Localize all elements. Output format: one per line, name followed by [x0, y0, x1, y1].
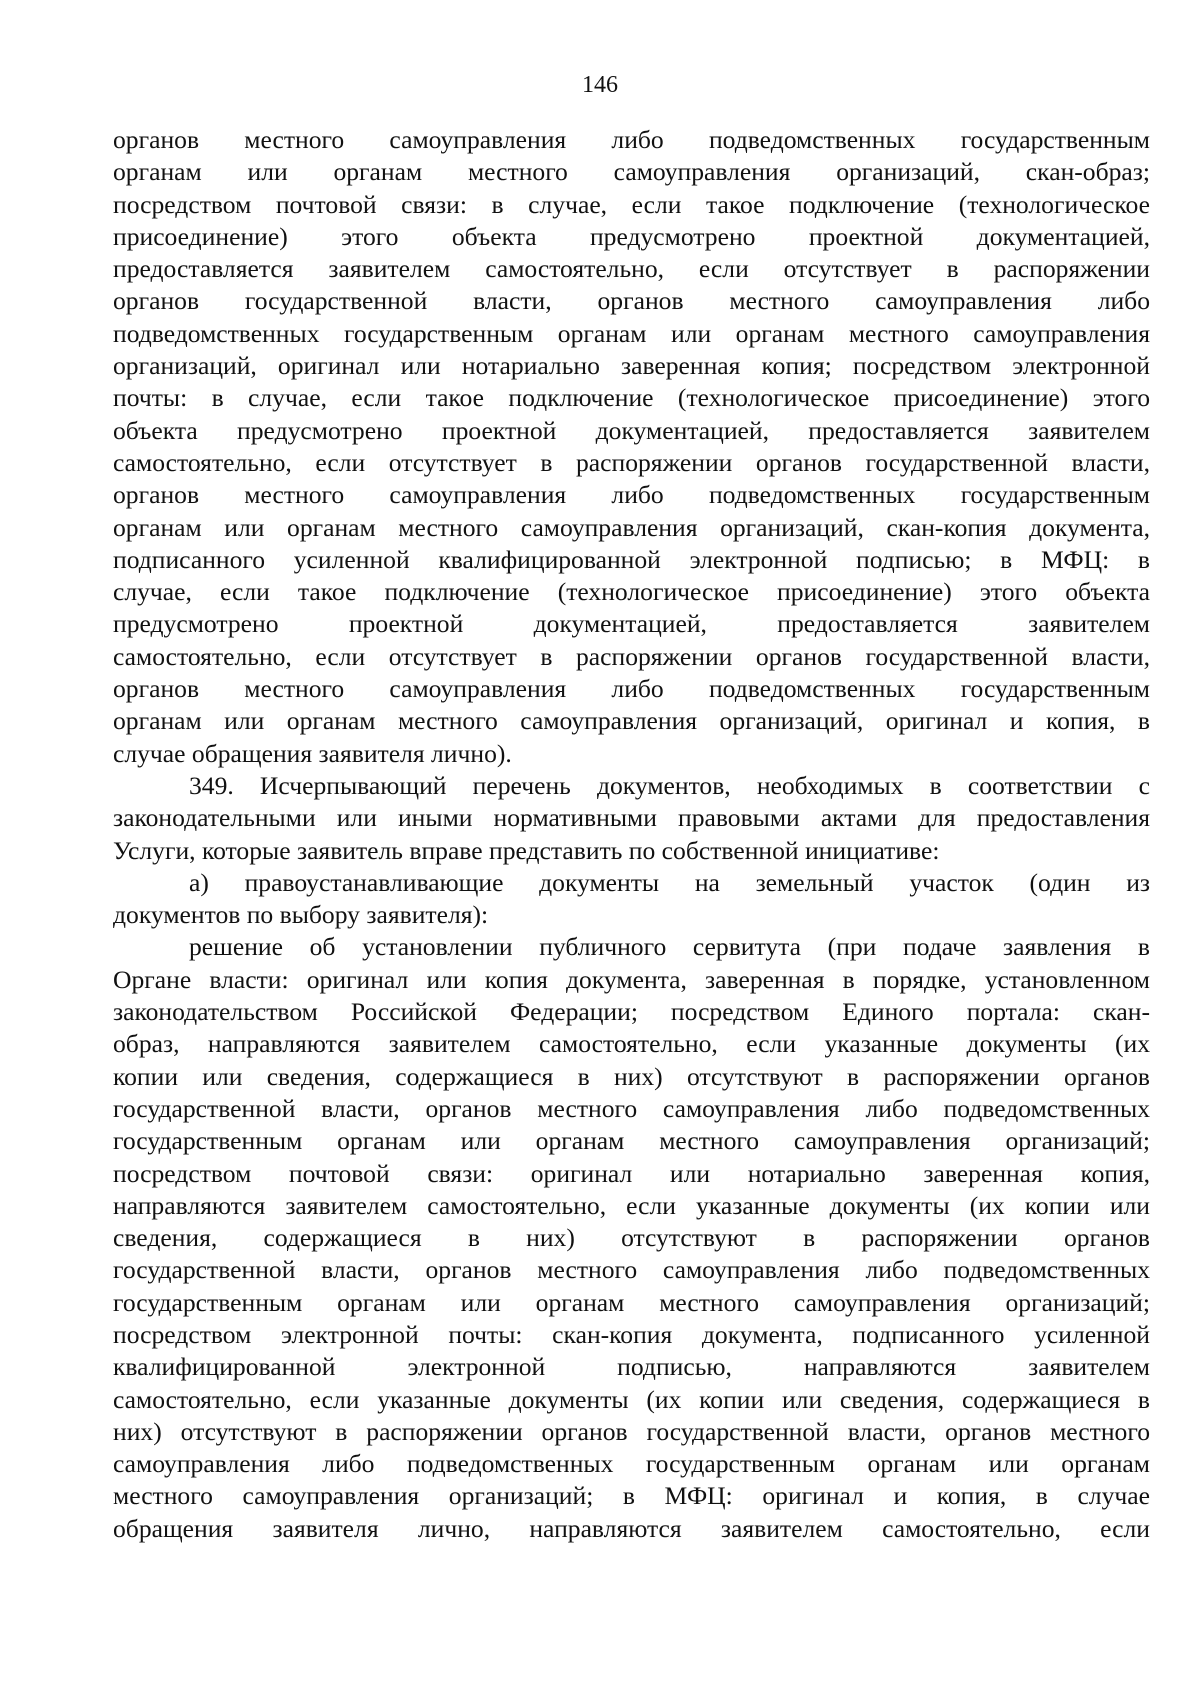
text-line: случае, если такое подключение (технологическое присоединение) этого объекта	[113, 577, 1150, 607]
text-line: органов местного самоуправления либо подведомственных государственным	[113, 125, 1150, 154]
text-line: документов по выбору заявителя):	[113, 900, 489, 930]
page-number: 146	[582, 72, 618, 98]
text-line: организаций, оригинал или нотариально заверенная копия; посредством электронной	[113, 351, 1150, 381]
text-line: квалифицированной электронной подписью, направляются заявителем	[113, 1352, 1150, 1382]
text-line: подведомственных государственным органам или органам местного самоуправления	[113, 318, 1150, 348]
text-line: Органе власти: оригинал или копия документа, заверенная в порядке, установленном	[113, 964, 1150, 994]
text-line: случае обращения заявителя лично).	[113, 738, 512, 768]
text-line: посредством почтовой связи: оригинал или нотариально заверенная копия,	[113, 1158, 1150, 1188]
text-line: самостоятельно, если указанные документы (их копии или сведения, содержащиеся в	[113, 1384, 1150, 1414]
text-line: предоставляется заявителем самостоятельно, если отсутствует в распоряжении	[113, 254, 1150, 284]
text-line: образ, направляются заявителем самостоятельно, если указанные документы (их	[113, 1029, 1150, 1059]
text-line: решение об установлении публичного сервитута (при подаче заявления в	[189, 932, 1150, 962]
text-line: предусмотрено проектной документацией, предоставляется заявителем	[113, 609, 1150, 639]
text-line: органам или органам местного самоуправления организаций, оригинал и копия, в	[113, 706, 1150, 736]
text-line: местного самоуправления организаций; в МФЦ: оригинал и копия, в случае	[113, 1481, 1150, 1511]
text-line: 349. Исчерпывающий перечень документов, необходимых в соответствии с	[189, 770, 1150, 800]
text-line: самостоятельно, если отсутствует в распоряжении органов государственной власти,	[113, 641, 1150, 671]
text-line: сведения, содержащиеся в них) отсутствуют в распоряжении органов	[113, 1223, 1150, 1253]
text-line: государственным органам или органам местного самоуправления организаций;	[113, 1287, 1150, 1317]
text-line: Услуги, которые заявитель вправе представить по собственной инициативе:	[113, 835, 940, 865]
text-line: органам или органам местного самоуправления организаций, скан-копия документа,	[113, 512, 1150, 542]
text-line: направляются заявителем самостоятельно, если указанные документы (их копии или	[113, 1190, 1150, 1220]
text-line: присоединение) этого объекта предусмотрено проектной документацией,	[113, 221, 1150, 251]
text-line: них) отсутствуют в распоряжении органов государственной власти, органов местного	[113, 1416, 1150, 1446]
text-line: посредством электронной почты: скан-копия документа, подписанного усиленной	[113, 1319, 1150, 1349]
text-line: государственным органам или органам местного самоуправления организаций;	[113, 1126, 1150, 1156]
text-line: государственной власти, органов местного самоуправления либо подведомственных	[113, 1093, 1150, 1123]
text-line: органов местного самоуправления либо подведомственных государственным	[113, 480, 1150, 510]
text-line: копии или сведения, содержащиеся в них) отсутствуют в распоряжении органов	[113, 1061, 1150, 1091]
text-line: самоуправления либо подведомственных государственным органам или органам	[113, 1449, 1150, 1479]
text-line: органов местного самоуправления либо подведомственных государственным	[113, 674, 1150, 704]
text-line: самостоятельно, если отсутствует в распоряжении органов государственной власти,	[113, 447, 1150, 477]
text-line: подписанного усиленной квалифицированной электронной подписью; в МФЦ: в	[113, 544, 1150, 574]
text-line: государственной власти, органов местного самоуправления либо подведомственных	[113, 1255, 1150, 1285]
text-line: органов государственной власти, органов местного самоуправления либо	[113, 286, 1150, 316]
text-line: законодательством Российской Федерации; посредством Единого портала: скан-	[113, 997, 1150, 1027]
text-line: а) правоустанавливающие документы на земельный участок (один из	[189, 867, 1150, 897]
text-line: объекта предусмотрено проектной документацией, предоставляется заявителем	[113, 415, 1150, 445]
text-line: законодательными или иными нормативными правовыми актами для предоставления	[113, 803, 1150, 833]
text-line: органам или органам местного самоуправления организаций, скан-образ;	[113, 157, 1150, 187]
text-line: обращения заявителя лично, направляются заявителем самостоятельно, если	[113, 1513, 1150, 1543]
document-body	[113, 124, 1150, 1545]
text-line: почты: в случае, если такое подключение (технологическое присоединение) этого	[113, 383, 1150, 413]
text-line: посредством почтовой связи: в случае, если такое подключение (технологическое	[113, 189, 1150, 219]
